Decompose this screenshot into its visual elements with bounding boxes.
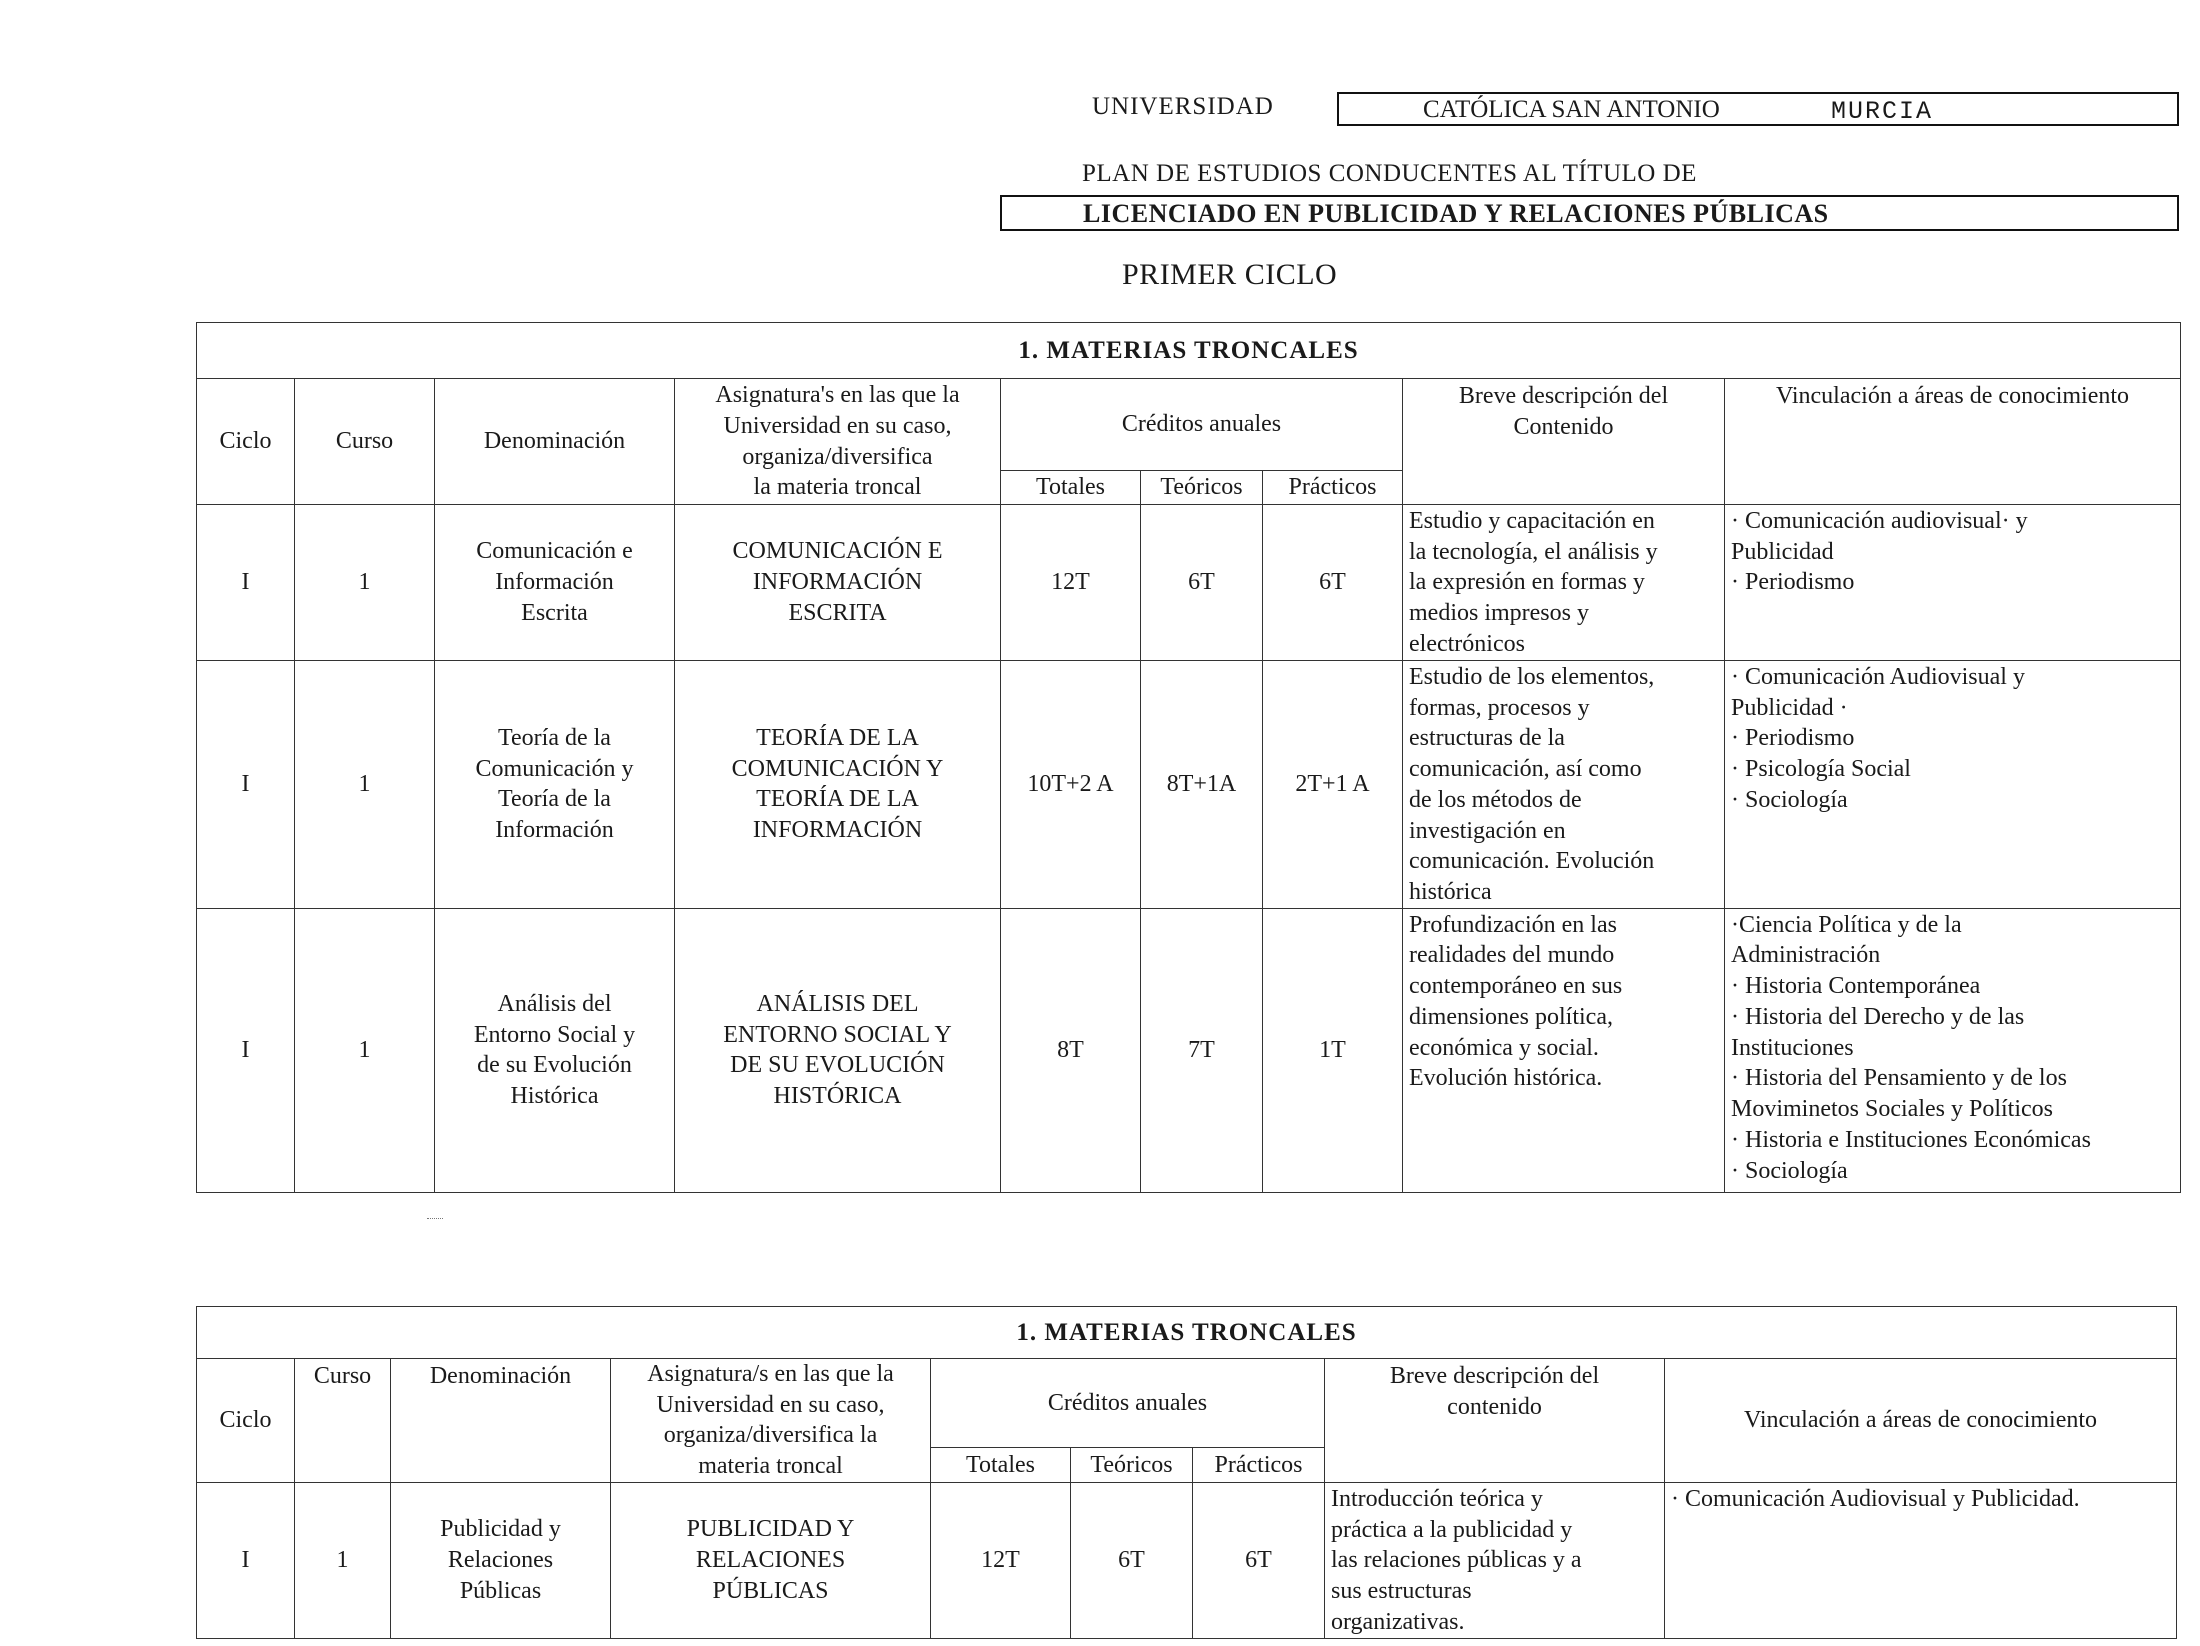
cell-ciclo: I xyxy=(197,661,295,909)
header-curso: Curso xyxy=(295,379,435,505)
header-denominacion: Denominación xyxy=(391,1359,611,1483)
header-denominacion: Denominación xyxy=(435,379,675,505)
cell-areas: ·Ciencia Política y de la Administración · Historia Contemporánea · Historia del Derecho y de las Instituciones · Historia del Pensamiento y de los Moviminetos Sociales y Políticos · Historia e Instituciones Económicas · Sociología xyxy=(1725,908,2181,1192)
header-teoricos: Teóricos xyxy=(1071,1448,1193,1483)
header-practicos: Prácticos xyxy=(1263,471,1403,505)
university-name: CATÓLICA SAN ANTONIO xyxy=(1423,96,1720,123)
header-asignaturas: Asignatura/s en las que la Universidad en su caso, organiza/diversifica la materia troncal xyxy=(611,1359,931,1483)
university-label: UNIVERSIDAD xyxy=(1092,93,1274,120)
table-caption: 1. MATERIAS TRONCALES xyxy=(197,1307,2177,1359)
cell-ciclo: I xyxy=(197,908,295,1192)
header-descripcion: Breve descripción del Contenido xyxy=(1403,379,1725,505)
cell-asignatura: COMUNICACIÓN E INFORMACIÓN ESCRITA xyxy=(675,505,1001,661)
cell-teoricos: 6T xyxy=(1071,1482,1193,1638)
cell-asignatura: PUBLICIDAD Y RELACIONES PÚBLICAS xyxy=(611,1482,931,1638)
cell-teoricos: 6T xyxy=(1141,505,1263,661)
cell-practicos: 6T xyxy=(1193,1482,1325,1638)
cell-asignatura: TEORÍA DE LA COMUNICACIÓN Y TEORÍA DE LA INFORMACIÓN xyxy=(675,661,1001,909)
cell-teoricos: 7T xyxy=(1141,908,1263,1192)
table-caption: 1. MATERIAS TRONCALES xyxy=(197,323,2181,379)
cell-practicos: 2T+1 A xyxy=(1263,661,1403,909)
cell-descripcion: Estudio y capacitación en la tecnología, el análisis y la expresión en formas y medios impresos y electrónicos xyxy=(1403,505,1725,661)
cell-curso: 1 xyxy=(295,505,435,661)
header-vinculacion: Vinculación a áreas de conocimiento xyxy=(1665,1359,2177,1483)
cell-totales: 12T xyxy=(931,1482,1071,1638)
header-creditos: Créditos anuales xyxy=(1001,379,1403,471)
header-ciclo: Ciclo xyxy=(197,379,295,505)
cell-denominacion: Teoría de la Comunicación y Teoría de la Información xyxy=(435,661,675,909)
header-totales: Totales xyxy=(1001,471,1141,505)
cell-curso: 1 xyxy=(295,1482,391,1638)
degree-title-box xyxy=(1000,195,2179,231)
cell-teoricos: 8T+1A xyxy=(1141,661,1263,909)
cell-descripcion: Introducción teórica y práctica a la publicidad y las relaciones públicas y a sus estructuras organizativas. xyxy=(1325,1482,1665,1638)
university-box xyxy=(1337,92,2179,126)
university-city: MURCIA xyxy=(1831,97,1934,126)
cell-ciclo: I xyxy=(197,1482,295,1638)
cell-areas: · Comunicación audiovisual· y Publicidad · Periodismo xyxy=(1725,505,2181,661)
header-totales: Totales xyxy=(931,1448,1071,1483)
header-curso: Curso xyxy=(295,1359,391,1483)
table-row xyxy=(197,661,2181,909)
header-practicos: Prácticos xyxy=(1193,1448,1325,1483)
cell-denominacion: Comunicación e Información Escrita xyxy=(435,505,675,661)
materias-troncales-table-1 xyxy=(196,322,2181,1193)
cell-practicos: 6T xyxy=(1263,505,1403,661)
cell-curso: 1 xyxy=(295,908,435,1192)
cell-denominacion: Publicidad y Relaciones Públicas xyxy=(391,1482,611,1638)
cell-curso: 1 xyxy=(295,661,435,909)
cell-totales: 10T+2 A xyxy=(1001,661,1141,909)
header-creditos: Créditos anuales xyxy=(931,1359,1325,1448)
scan-mark xyxy=(427,1218,443,1219)
cell-totales: 8T xyxy=(1001,908,1141,1192)
header-vinculacion: Vinculación a áreas de conocimiento xyxy=(1725,379,2181,505)
cell-asignatura: ANÁLISIS DEL ENTORNO SOCIAL Y DE SU EVOLUCIÓN HISTÓRICA xyxy=(675,908,1001,1192)
cell-descripcion: Estudio de los elementos, formas, procesos y estructuras de la comunicación, así como de los métodos de investigación en comunicación. Evolución histórica xyxy=(1403,661,1725,909)
table-row xyxy=(197,505,2181,661)
cycle-heading: PRIMER CICLO xyxy=(1122,258,1338,291)
cell-practicos: 1T xyxy=(1263,908,1403,1192)
cell-descripcion: Profundización en las realidades del mundo contemporáneo en sus dimensiones política, económica y social. Evolución histórica. xyxy=(1403,908,1725,1192)
cell-totales: 12T xyxy=(1001,505,1141,661)
cell-areas: · Comunicación Audiovisual y Publicidad. xyxy=(1665,1482,2177,1638)
plan-heading: PLAN DE ESTUDIOS CONDUCENTES AL TÍTULO DE xyxy=(1082,160,1697,187)
materias-troncales-table-2 xyxy=(196,1306,2177,1639)
degree-title: LICENCIADO EN PUBLICIDAD Y RELACIONES PÚBLICAS xyxy=(1083,199,1829,228)
cell-denominacion: Análisis del Entorno Social y de su Evolución Histórica xyxy=(435,908,675,1192)
cell-ciclo: I xyxy=(197,505,295,661)
header-descripcion: Breve descripción del contenido xyxy=(1325,1359,1665,1483)
cell-areas: · Comunicación Audiovisual y Publicidad · · Periodismo · Psicología Social · Sociología xyxy=(1725,661,2181,909)
table-row xyxy=(197,1482,2177,1638)
header-asignaturas: Asignatura's en las que la Universidad en su caso, organiza/diversifica la materia troncal xyxy=(675,379,1001,505)
header-teoricos: Teóricos xyxy=(1141,471,1263,505)
header-ciclo: Ciclo xyxy=(197,1359,295,1483)
table-row xyxy=(197,908,2181,1192)
